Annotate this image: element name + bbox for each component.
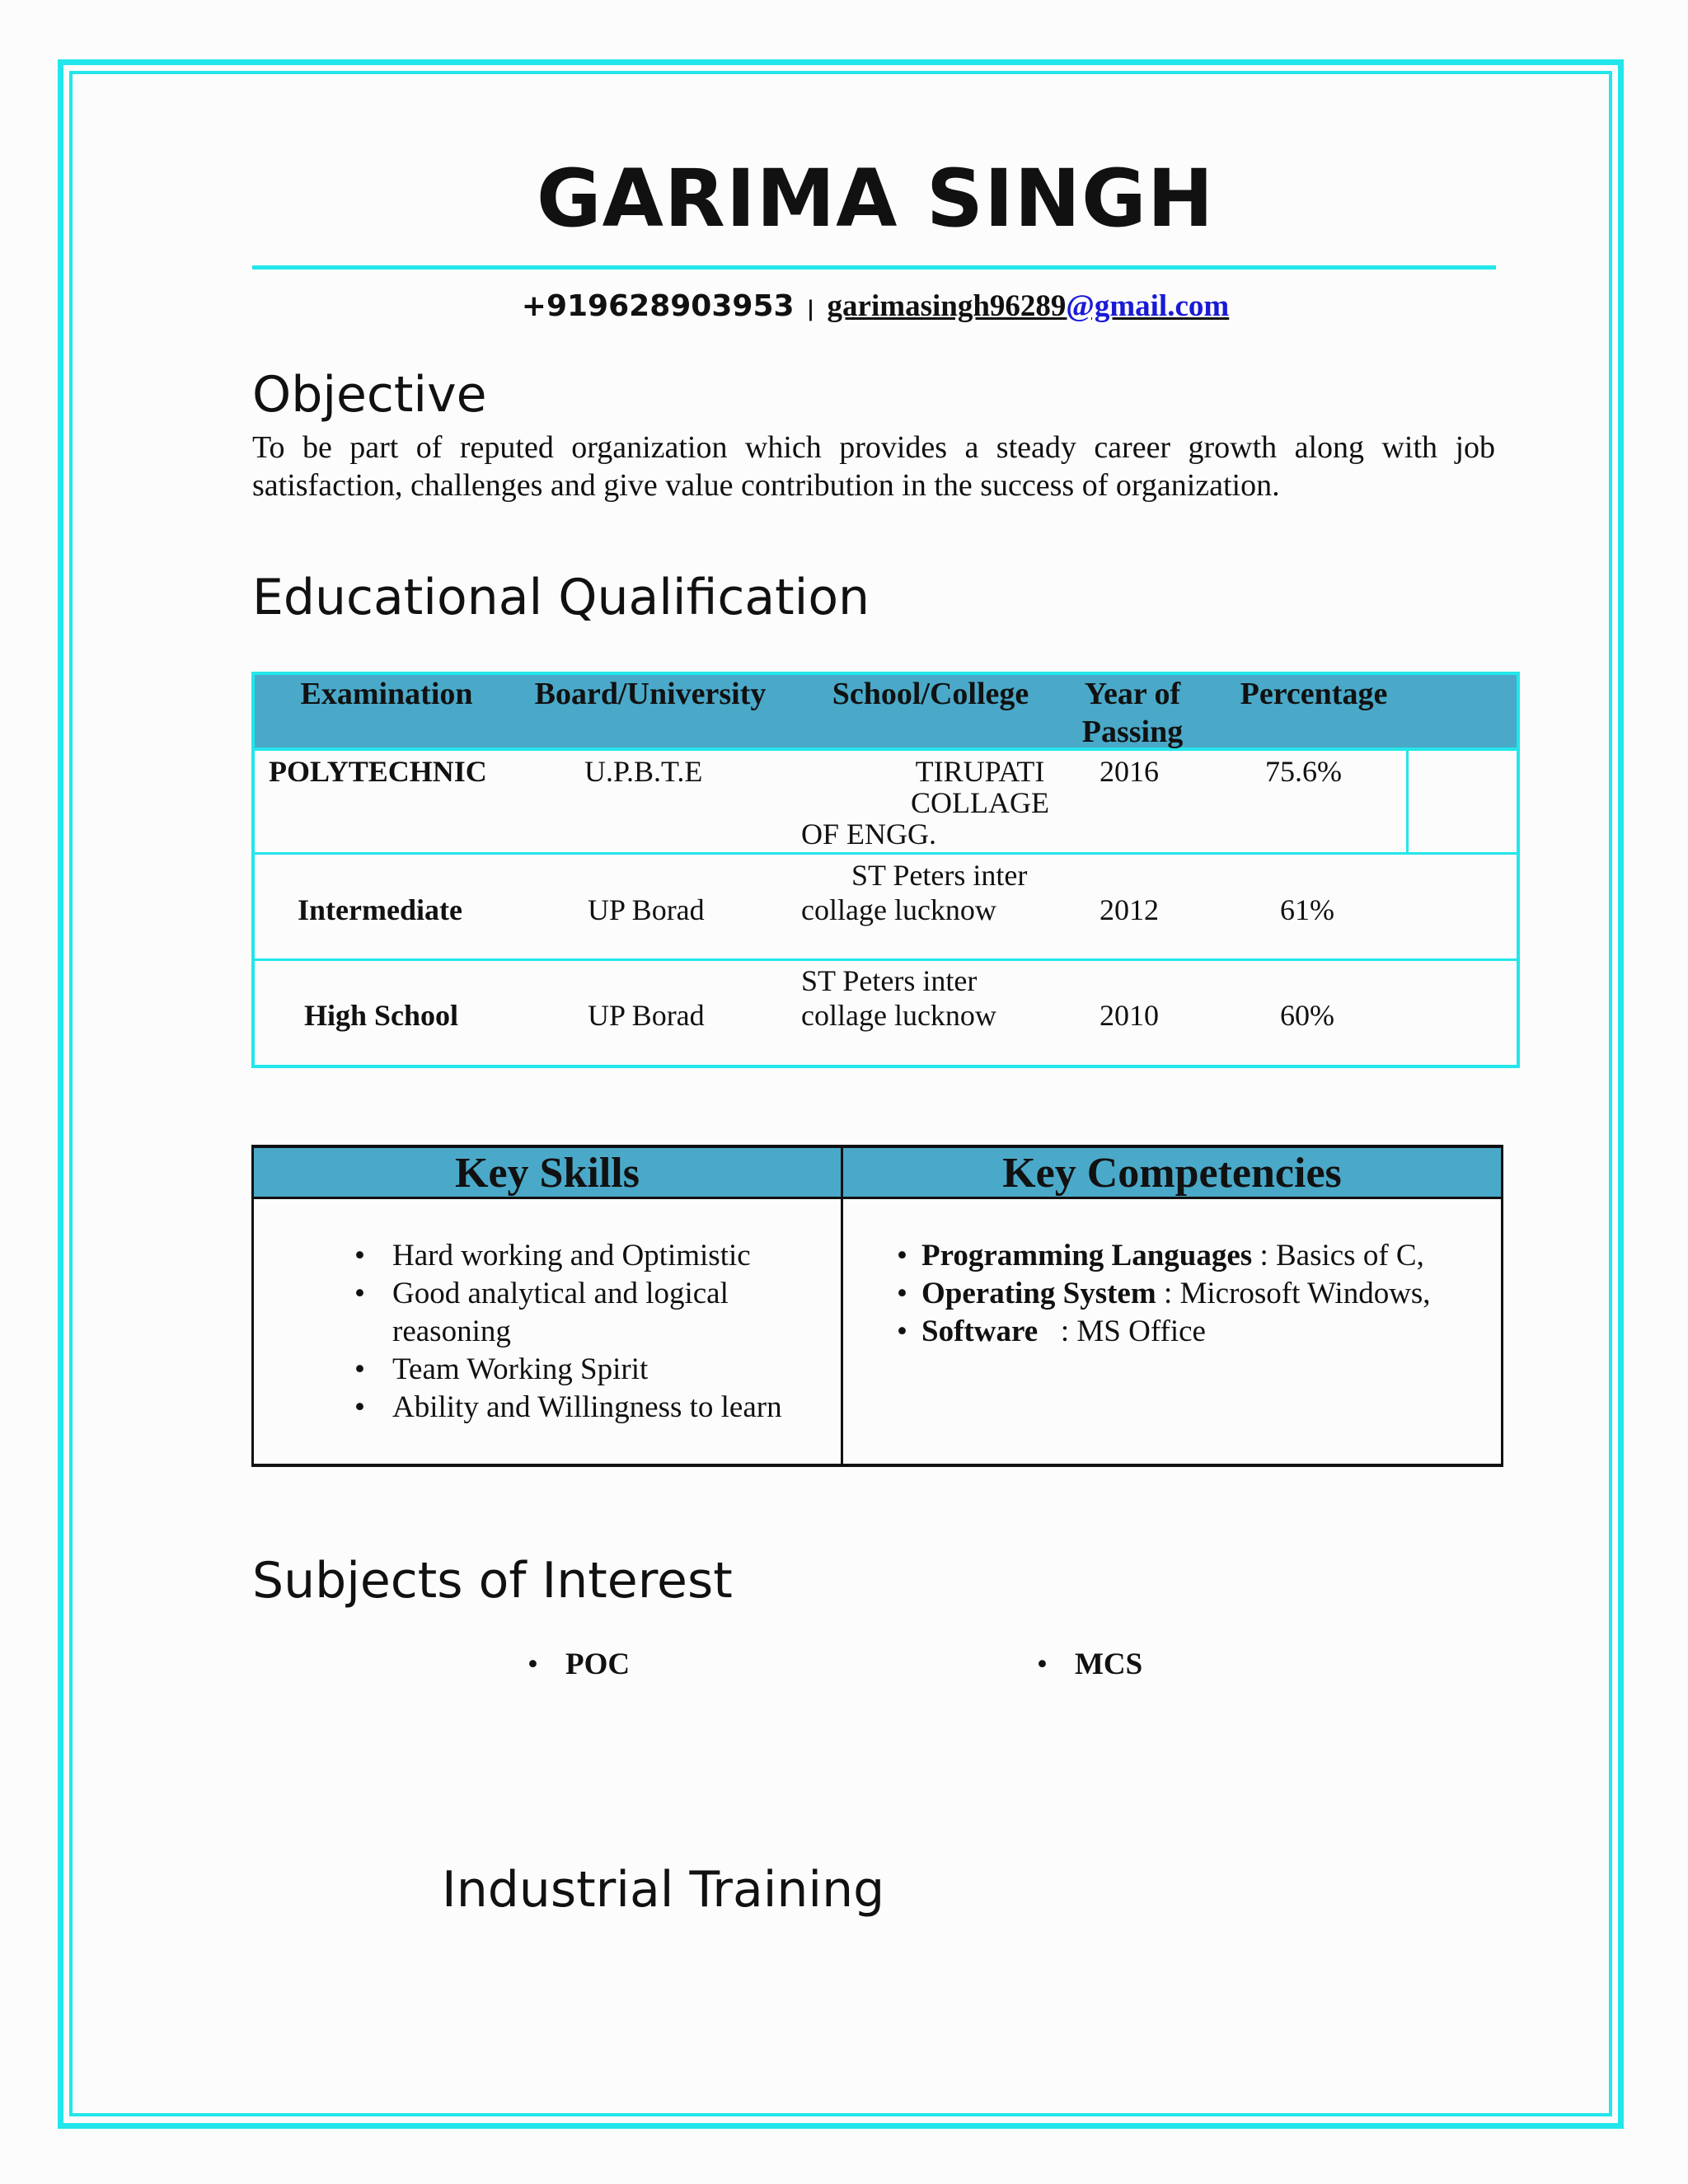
- col-year-line2: Passing: [1081, 715, 1184, 749]
- competency-item: [897, 1237, 1431, 1275]
- email-domain: @gmail.com: [1066, 289, 1230, 323]
- competency-value: : MS Office: [1038, 1315, 1206, 1348]
- col-year-line1: Year of: [1084, 677, 1181, 711]
- col-school: School/College: [832, 677, 1029, 711]
- skill-item-continued-text: reasoning: [392, 1315, 511, 1348]
- row3-year: 2010: [1100, 999, 1159, 1032]
- row2-year: 2012: [1100, 893, 1159, 926]
- objective-line-2: satisfaction, challenges and give value contribution in the success of organization.: [252, 468, 1280, 503]
- objective-text: [252, 429, 1495, 504]
- row1-board: U.P.B.T.E: [584, 755, 703, 788]
- row1-year: 2016: [1100, 755, 1159, 788]
- row3-board: UP Borad: [588, 999, 705, 1032]
- key-skills-heading: Key Skills: [455, 1150, 640, 1197]
- row1-exam: POLYTECHNIC: [269, 755, 487, 788]
- skill-item: • Ability and Willingness to learn: [354, 1389, 782, 1427]
- objective-heading: Objective: [252, 366, 487, 424]
- email-link[interactable]: [828, 289, 1230, 323]
- competency-value: : Basics of C,: [1252, 1239, 1424, 1272]
- contact-line: [0, 288, 1688, 324]
- col-percentage: Percentage: [1240, 677, 1388, 711]
- skill-item: • Team Working Spirit: [354, 1351, 782, 1389]
- col-board: Board/University: [534, 677, 767, 711]
- row3-percentage: 60%: [1280, 999, 1334, 1032]
- table-cell-divider: [1406, 751, 1409, 855]
- education-heading: Educational Qualification: [252, 569, 870, 626]
- row2-percentage: 61%: [1280, 893, 1334, 926]
- competency-value: : Microsoft Windows,: [1156, 1277, 1431, 1310]
- skill-item: • Hard working and Optimistic: [354, 1237, 782, 1275]
- row2-exam: Intermediate: [298, 893, 462, 926]
- row2-school-line2: collage lucknow: [801, 893, 996, 926]
- row1-school-line2: COLLAGE: [911, 786, 1049, 819]
- col-examination: Examination: [300, 677, 473, 711]
- key-skills-list: [354, 1237, 782, 1427]
- interest-item: MCS: [1075, 1647, 1143, 1681]
- phone-number: +919628903953: [521, 289, 795, 323]
- header-divider: [252, 265, 1496, 269]
- contact-separator: |: [806, 297, 815, 321]
- objective-line-1: To be part of reputed organization which provides a steady career growth along with job: [252, 430, 1495, 465]
- row2-board: UP Borad: [588, 893, 705, 926]
- training-heading: Industrial Training: [442, 1861, 885, 1919]
- row1-school-line3: OF ENGG.: [801, 818, 937, 851]
- bullet-icon: •: [1037, 1647, 1048, 1681]
- key-competencies-list: [897, 1237, 1431, 1351]
- competency-item: [897, 1275, 1431, 1313]
- candidate-name: GARIMA SINGH: [536, 152, 1215, 245]
- competency-label: Programming Languages: [921, 1239, 1253, 1272]
- interests-heading: Subjects of Interest: [252, 1552, 733, 1610]
- skill-item-continued: [354, 1313, 782, 1351]
- row2-school-line1: ST Peters inter: [851, 859, 1028, 892]
- row1-percentage: 75.6%: [1265, 755, 1342, 788]
- education-table: [251, 672, 1520, 1068]
- key-competencies-heading: Key Competencies: [1002, 1150, 1342, 1197]
- table-row-divider: [255, 852, 1517, 855]
- competency-label: Software: [921, 1315, 1039, 1348]
- skills-table: [251, 1145, 1503, 1467]
- col-year: [1071, 675, 1194, 751]
- email-user: garimasingh96289: [827, 289, 1067, 323]
- interest-item: POC: [565, 1647, 631, 1681]
- competency-item: [897, 1313, 1431, 1351]
- competency-label: Operating System: [921, 1277, 1156, 1310]
- bullet-icon: •: [528, 1647, 538, 1681]
- skill-item: • Good analytical and logical: [354, 1275, 782, 1313]
- row3-exam: High School: [304, 999, 459, 1032]
- row1-school-line1: TIRUPATI: [915, 755, 1045, 788]
- row3-school-line1: ST Peters inter: [801, 964, 978, 997]
- table-row-divider: [255, 958, 1517, 961]
- education-table-header: [255, 675, 1517, 751]
- row3-school-line2: collage lucknow: [801, 999, 996, 1032]
